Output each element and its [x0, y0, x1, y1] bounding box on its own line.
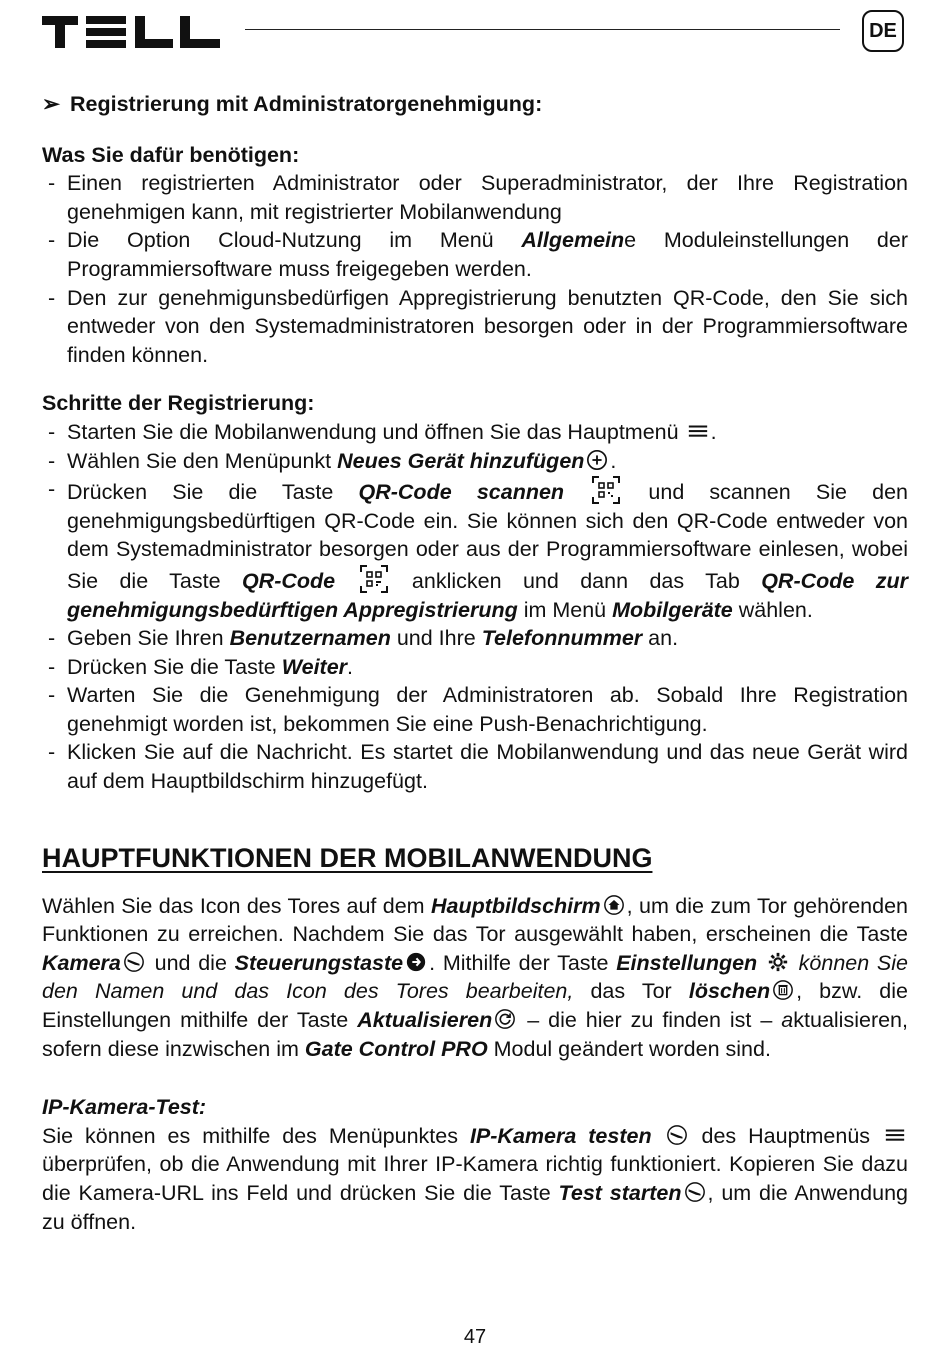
list-item: - Einen registrierten Administrator oder Superadministrator, der Ihre Registration genehmigen kann, mit registrierter Mobilanwendung: [42, 169, 908, 226]
tell-logo: [42, 12, 222, 52]
list-item: - Wählen Sie den Menüpunkt Neues Gerät hinzufügen .: [42, 447, 908, 476]
list-item: - Drücken Sie die Taste Weiter.: [42, 653, 908, 682]
main-functions-paragraph: Wählen Sie das Icon des Tores auf dem Hauptbildschirm , um die zum Tor gehörenden Funktionen zu erreichen. Nachdem Sie das Tor ausgewählt haben, erscheinen die Taste Kamera und die Steuerungstaste . Mithilfe der Taste Einstellungen können Sie den Namen und das Icon des Tores bearbeiten, das Tor löschen , bzw. die Einstellungen mithilfe der Taste Aktualisieren – die hier zu finden ist – aktualisieren, sofern diese inzwischen im Gate Control PRO Modul geändert worden sind.: [42, 893, 908, 1061]
page-content: [42, 90, 908, 1236]
qr-scan-icon: [591, 475, 621, 505]
list-item: - Geben Sie Ihren Benutzernamen und Ihre Telefonnummer an.: [42, 624, 908, 653]
list-item: - Klicken Sie auf die Nachricht. Es startet die Mobilanwendung und das neue Gerät wird auf dem Hauptbildschirm hinzugefügt.: [42, 738, 908, 795]
list-item: - Warten Sie die Genehmigung der Administratoren ab. Sobald Ihre Registration genehmigt worden ist, bekommen Sie eine Push-Benachrichtigung.: [42, 681, 908, 738]
refresh-icon: [494, 1008, 516, 1030]
language-badge: DE: [862, 10, 904, 52]
section-heading-ip-camera-test: IP-Kamera-Test:: [42, 1095, 207, 1120]
steps-heading: Schritte der Registrierung:: [42, 391, 315, 416]
camera-icon: [684, 1181, 706, 1203]
control-icon: [405, 951, 427, 973]
list-item: - Starten Sie die Mobilanwendung und öffnen Sie das Hauptmenü .: [42, 418, 908, 447]
section-heading-registration: ➢ Registrierung mit Administratorgenehmigung:: [42, 90, 908, 119]
camera-icon: [666, 1124, 688, 1146]
trash-icon: [772, 979, 794, 1001]
ip-camera-paragraph: Sie können es mithilfe des Menüpunktes IP-Kamera testen des Hauptmenüs überprüfen, ob die Anwendung mit Ihrer IP-Kamera richtig funktioniert. Kopieren Sie dazu die Kamera-URL ins Feld und drücken Sie die Taste Test starten , um die Anwendung zu öffnen.: [42, 1123, 908, 1234]
arrow-bullet-icon: ➢: [42, 92, 61, 116]
header-rule: [245, 29, 840, 30]
add-icon: [586, 449, 608, 471]
steps-list: [42, 418, 908, 796]
qr-code-icon: [359, 564, 389, 594]
needs-heading: Was Sie dafür benötigen:: [42, 142, 300, 167]
list-item: - Die Option Cloud-Nutzung im Menü Allgemeine Moduleinstellungen der Programmiersoftware muss freigegeben werden.: [42, 226, 908, 283]
home-icon: [603, 894, 625, 916]
camera-icon: [123, 951, 145, 973]
needs-list: [42, 169, 908, 369]
menu-icon: [687, 420, 709, 442]
section-heading-main-functions: HAUPTFUNKTIONEN DER MOBILANWENDUNG: [42, 842, 653, 873]
page-number: 47: [463, 1326, 487, 1348]
list-item: - Drücken Sie die Taste QR-Code scannen und scannen Sie den genehmigungsbedürftigen QR-Code ein. Sie können sich den QR-Code entweder von dem Systemadministrator besorgen oder aus der Programmiersoftware einlesen, wobei Sie die Taste QR-Code anklicken und dann das Tab QR-Code zur genehmigungsbedürftigen Appregistrierung im Menü Mobilgeräte wählen.: [42, 475, 908, 624]
gear-icon: [767, 951, 789, 973]
list-item: - Den zur genehmigunsbedürfigen Appregistrierung benutzten QR-Code, den Sie sich entweder von den Systemadministratoren besorgen oder in der Programmiersoftware finden können.: [42, 284, 908, 370]
menu-icon: [884, 1124, 906, 1146]
